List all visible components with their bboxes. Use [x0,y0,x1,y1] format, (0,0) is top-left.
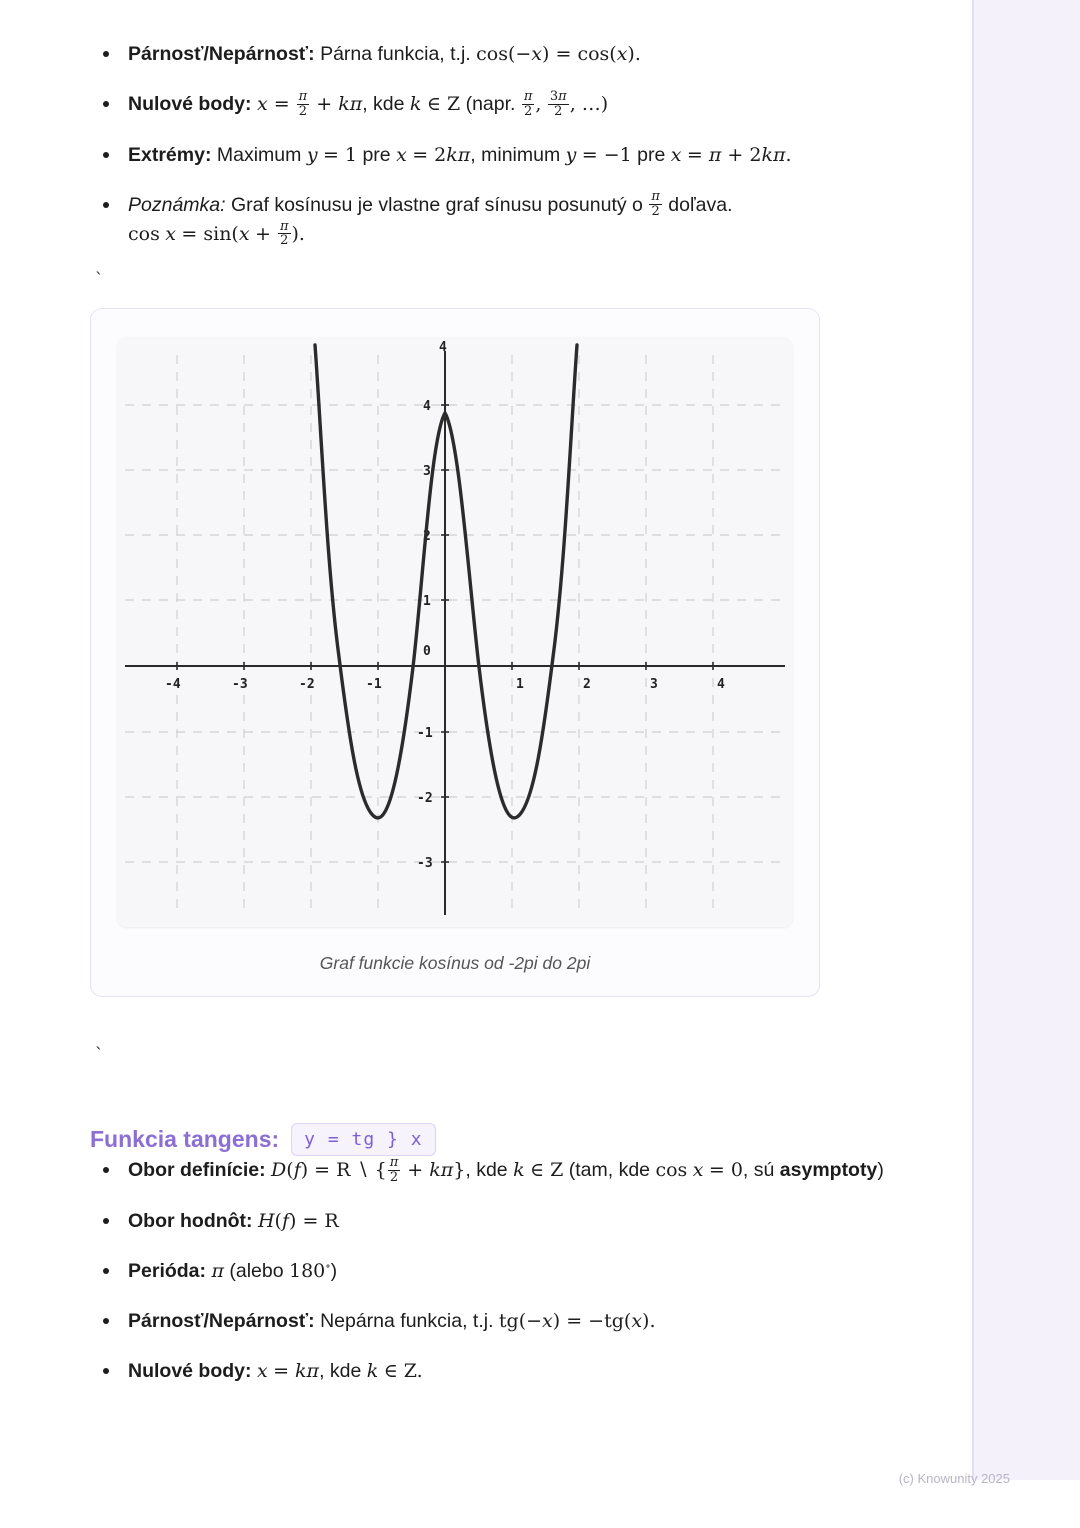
list-item-label: Extrémy: [128,143,212,166]
formula-chip: y = tg } x [291,1123,435,1156]
page-title: Funkcia tangens: [90,1126,280,1153]
list-item-text: Graf kosínusu je vlastne graf sínusu posunutý o $\frac{\pi}{2}$ doľava. cos x = sin(x + $\frac{\pi}{2}$ ). [128,189,733,249]
cosine-properties-list [90,40,890,249]
list-item-label: Obor definície: [128,1159,266,1182]
list-item-text: π (alebo 180∘) [211,1259,338,1282]
svg-text:-4: -4 [165,677,181,693]
list-item-text: D(f) = R ∖ { $\frac{\pi}{2}$ + kπ}, kde k ∈ Z (tam, kde cos x = 0, sú asymptoty) [271,1154,884,1185]
backtick-marker-top: ` [94,270,105,291]
list-item-text: Párna funkcia, t.j. cos(−x) = cos(x). [320,43,641,65]
list-item-label: Párnosť/Nepárnosť: [128,1310,315,1332]
list-item-label: Nulové body: [128,93,252,116]
list-item [90,1156,890,1185]
list-item-text: Maximum y = 1 pre x = 2kπ, minimum y = −1 pre x = π + 2kπ. [216,143,792,166]
page-margin-divider [972,0,974,1480]
list-item-label: Obor hodnôt: [128,1209,253,1232]
list-item-label: Párnosť/Nepárnosť: [128,43,315,65]
list-item [90,1207,890,1236]
figure-card [90,308,820,997]
svg-text:-3: -3 [232,677,248,693]
svg-text:-2: -2 [417,791,433,807]
list-item [90,1357,890,1386]
figure-caption: Graf funkcie kosínus od -2pi do 2pi [319,953,591,974]
svg-text:-3: -3 [417,856,433,872]
list-item-text: x = kπ, kde k ∈ Z. [256,1360,423,1383]
backtick-marker-bottom: ` [94,1045,105,1066]
svg-text:3: 3 [423,464,431,480]
list-item [90,1307,890,1336]
svg-text:0: 0 [423,644,431,660]
list-item [90,191,890,250]
svg-text:4: 4 [423,399,431,415]
tangent-properties-list [90,1156,890,1386]
list-item-text: H(f) = R [257,1209,339,1232]
svg-text:2: 2 [583,677,591,693]
list-item-label: Perióda: [128,1259,207,1282]
svg-text:4: 4 [717,677,725,693]
svg-text:3: 3 [650,677,658,693]
list-item-text: x = $\frac{\pi}{2}$ + kπ, kde k ∈ Z (napr. $\frac{\pi}{2}$ , $\frac{3\pi}{2}$ , …) [256,88,609,119]
svg-text:-2: -2 [299,677,315,693]
svg-text:-1: -1 [366,677,382,693]
page-right-margin [974,0,1080,1480]
svg-text:-1: -1 [417,726,433,742]
list-item [90,1257,890,1286]
tangent-section-heading [90,1123,890,1156]
watermark: (c) Knowunity 2025 [898,1471,1010,1486]
document-content [90,40,890,1408]
list-item-text: Nepárna funkcia, t.j. tg(−x) = −tg(x). [320,1310,656,1332]
svg-text:2: 2 [423,529,431,545]
svg-text:4: 4 [439,340,447,356]
svg-text:1: 1 [423,594,431,610]
svg-text:1: 1 [516,677,524,693]
list-item [90,141,890,170]
plot-area [117,337,793,927]
list-item-label: Poznámka: [128,193,226,216]
list-item [90,40,890,69]
cosine-graph-svg [117,337,793,927]
list-item [90,90,890,119]
list-item-label: Nulové body: [128,1360,252,1383]
